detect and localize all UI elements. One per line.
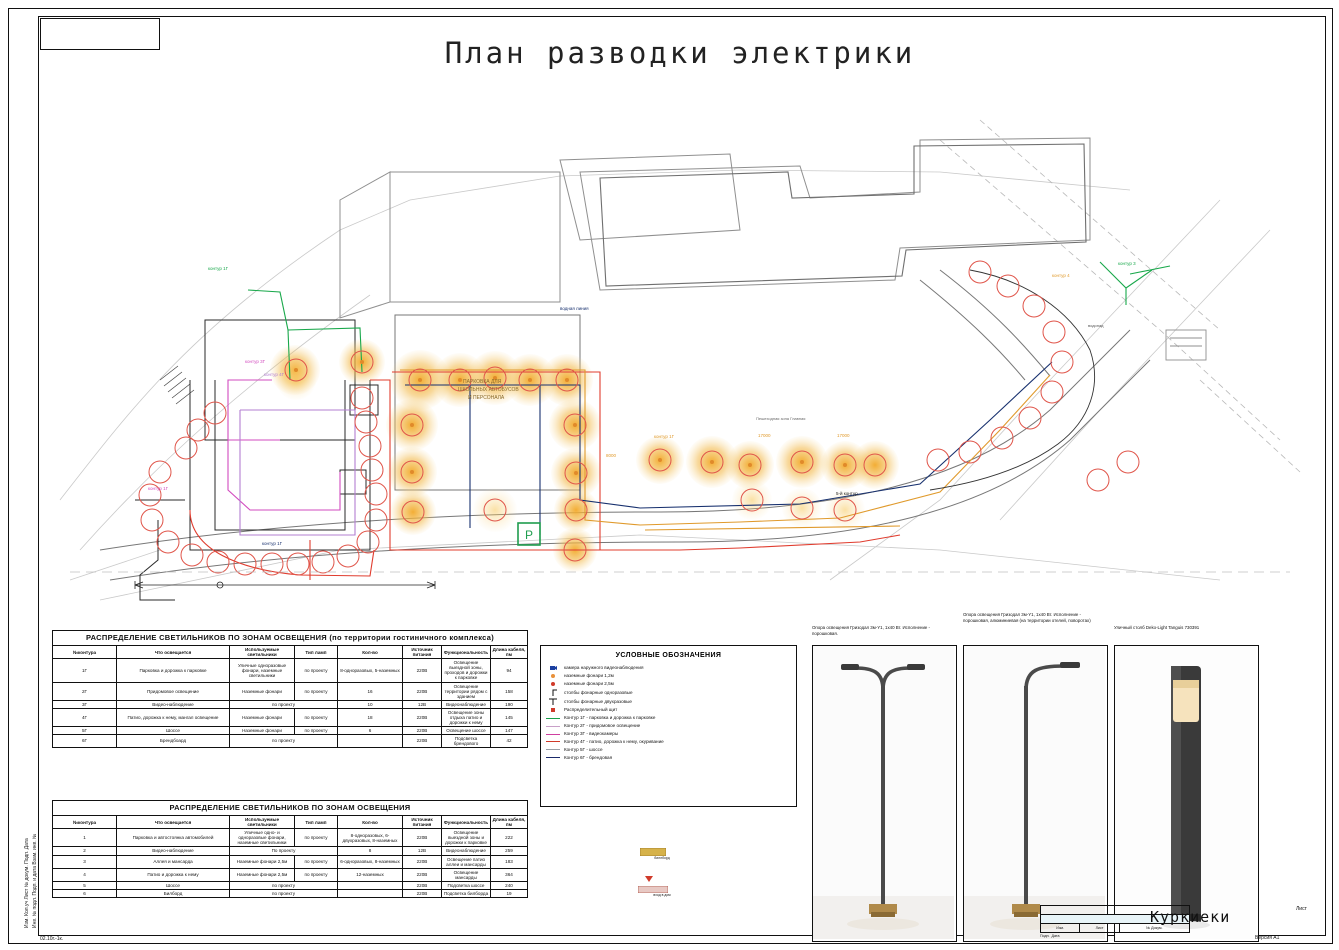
left-stamp-strip (16, 690, 39, 934)
sheet-list-label: Лист (1296, 906, 1307, 912)
legend-label: Контур 1Г - парковка и дорожка к парковке (564, 715, 656, 721)
cell: 145 (491, 708, 528, 726)
svg-text:P: P (524, 528, 534, 542)
lamp-1-2m-icon (545, 674, 561, 678)
svg-text:17000: 17000 (758, 433, 771, 438)
cell: 4Г (53, 708, 117, 726)
table-row (53, 726, 528, 734)
cell: Аллея и мансарда (117, 855, 230, 868)
cell: Придомовое освещение (117, 682, 230, 700)
cell: 1Г (53, 659, 117, 682)
cell: 183 (491, 855, 528, 868)
cell: 12В (403, 700, 442, 708)
legend-label: Контур 5Г - шоссе (564, 747, 603, 753)
cell: Освещение территории рядом с зданием (442, 682, 491, 700)
cell: Подсветка билборда (442, 889, 491, 897)
table-b-header-row (53, 816, 528, 829)
entrance-marker-icon (645, 874, 679, 882)
th-2: Используемые светильники (230, 646, 295, 659)
cell (338, 881, 403, 889)
cell: по проекту (295, 868, 338, 881)
svg-text:8000: 8000 (606, 453, 617, 458)
cell: 42 (491, 734, 528, 747)
th-5: Источник питания (403, 646, 442, 659)
svg-text:ПАРКОВКА ДЛЯ: ПАРКОВКА ДЛЯ (463, 379, 502, 385)
cell: Освещение патио аллеи и мансарды (442, 855, 491, 868)
cell: Видеонаблюдение (442, 700, 491, 708)
cell: 5 (53, 881, 117, 889)
cell: 190 (491, 700, 528, 708)
photo-3-caption: Уличный столб Deko-Light Tanguis 730391 (1114, 625, 1200, 630)
cell: 220В (403, 682, 442, 700)
svg-text:контур 4Г: контур 4Г (264, 372, 285, 377)
cell: Освещение зоны отдыха патио и дорожки к нему (442, 708, 491, 726)
th-7: Длина кабеля, пм (491, 646, 528, 659)
cell: Шоссе (117, 726, 230, 734)
cell: 16 (338, 682, 403, 700)
photo-street-pole-single (963, 645, 1108, 942)
contour-2g-line-icon (545, 726, 561, 727)
cell: 220В (403, 726, 442, 734)
legend-label: Распределительный щит (564, 707, 618, 713)
legend-item (545, 747, 792, 753)
cell: Подсветка брендового (442, 734, 491, 747)
svg-text:контур 3Г: контур 3Г (245, 359, 266, 364)
legend-item (545, 739, 792, 745)
cell: Наземные фонари (230, 726, 295, 734)
legend-label: наземные фонари 2,5м (564, 681, 614, 687)
cell: 222 (491, 829, 528, 847)
svg-text:17000: 17000 (837, 433, 850, 438)
cell: 158 (491, 682, 528, 700)
th-3: Тип ламп (295, 646, 338, 659)
svg-text:контур 4: контур 4 (1052, 273, 1070, 278)
th-1: Что освещается (117, 646, 230, 659)
cell: 12В (403, 847, 442, 855)
stamp-cell-docum: № Докум. (1119, 924, 1189, 933)
legend-item (545, 723, 792, 729)
cell: 364 (491, 868, 528, 881)
cell: Уличные одно- и одноразовые фонари, наземные светильники (230, 829, 295, 847)
entrance-sign: вход в дом (638, 886, 686, 897)
cell: Шоссе (117, 881, 230, 889)
legend-box (540, 645, 797, 807)
table-row (53, 700, 528, 708)
th-0: №контура (53, 816, 117, 829)
legend-item (545, 755, 792, 761)
contour-1g-line-icon (545, 718, 561, 719)
cell: Освещение шоссе (442, 726, 491, 734)
photo-street-pole-double (812, 645, 957, 942)
cell: 220В (403, 889, 442, 897)
legend-label: столбы фонарные одноразовые (564, 689, 633, 695)
cell: Билборд (117, 889, 230, 897)
cell: Видео-наблюдение (117, 700, 230, 708)
svg-text:контур 1Г: контур 1Г (148, 486, 169, 491)
cell: 8-одноразовых, 5-наземных (338, 659, 403, 682)
svg-text:контур 1Г: контур 1Г (262, 541, 283, 546)
left-strip-line-1: Изм. Кол.уч Лист № докум. Подп. Дата (24, 838, 30, 928)
legend-label: столбы фонарные двухразовые (564, 698, 632, 704)
legend-label: камера наружного видеонаблюдения (564, 665, 644, 671)
svg-text:контур 1Г: контур 1Г (208, 266, 229, 271)
cell: по проекту (295, 726, 338, 734)
cell: 220В (403, 708, 442, 726)
cell: Наземные фонари 2,5м (230, 855, 295, 868)
cell: 259 (491, 847, 528, 855)
table-row (53, 881, 528, 889)
left-strip-line-2: Инв. № подл. Подп. и дата Взам. инв. № (32, 833, 38, 928)
svg-text:контур 3: контур 3 (1118, 261, 1136, 266)
cell: по проекту (295, 659, 338, 682)
photo-2-caption: Опора освещения Гризодал 3м-Y1, 1х40 Вт. Исполнение - порошковая, алюминиевая (на территории отелей, поворотах) (963, 612, 1091, 623)
site-plan-map (40, 80, 1324, 620)
legend-label: Контур 3Г - видеокамеры (564, 731, 619, 737)
cell: Видеонаблюдение (442, 847, 491, 855)
table-row (53, 847, 528, 855)
th-5: Источник питания (403, 816, 442, 829)
th-3: Тип ламп (295, 816, 338, 829)
cell: Наземные фонари (230, 708, 295, 726)
cell: 220В (403, 659, 442, 682)
cell: по проекту (230, 881, 338, 889)
table-row (53, 708, 528, 726)
cell: 94 (491, 659, 528, 682)
legend-item (545, 731, 792, 737)
sheet-corner-box (40, 18, 160, 50)
svg-text:водная линия: водная линия (560, 306, 589, 311)
svg-text:5-й контур: 5-й контур (836, 491, 858, 496)
lighting-distribution-table (52, 800, 528, 898)
pole-double-icon (545, 698, 561, 705)
table-row (53, 734, 528, 747)
stamp-footer: Подп. Дата (1040, 934, 1060, 938)
cell: по проекту (295, 682, 338, 700)
cell: 6 (338, 726, 403, 734)
cell: 8 (338, 847, 403, 855)
cell: Освещение выездной зоны и дорожки к парковке (442, 829, 491, 847)
stamp-cell-list: Лист (1080, 924, 1120, 933)
svg-text:И ПЕРСОНАЛА: И ПЕРСОНАЛА (468, 395, 505, 401)
cell: 12-наземных (338, 868, 403, 881)
lamp-2-5m-icon (545, 682, 561, 686)
lighting-distribution-table-hotel (52, 630, 528, 748)
legend-label: наземные фонари 1,2м (564, 673, 614, 679)
cell: 8-одноразовых, 6-двухразовых, 8-наземных (338, 829, 403, 847)
cell: 6 (53, 889, 117, 897)
project-brand: Куркиеки (1150, 908, 1231, 926)
cell: Наземные фонари (230, 682, 295, 700)
cell: по проекту (230, 700, 338, 708)
cell: 10 (338, 700, 403, 708)
cell: 4 (53, 868, 117, 881)
th-6: Функциональность (442, 646, 491, 659)
cell: 3 (53, 855, 117, 868)
cell: по проекту (230, 734, 338, 747)
legend-item (545, 673, 792, 679)
scale-label: 02.10г.-1к. (40, 936, 64, 942)
cell: 3Г (53, 700, 117, 708)
page-title: План разводки электрики (444, 36, 916, 70)
billboard-symbol: биллборд (640, 848, 684, 860)
cell: Парковка и автостоянка автомобилей (117, 829, 230, 847)
legend-item (545, 715, 792, 721)
cell: 220В (403, 855, 442, 868)
table-row (53, 855, 528, 868)
camera-icon (545, 665, 561, 671)
legend-label: Контур 2Г - придомовое освещение (564, 723, 641, 729)
cell: Освещение мансарды (442, 868, 491, 881)
legend-item (545, 707, 792, 713)
table-row (53, 889, 528, 897)
th-4: Кол-во (338, 816, 403, 829)
table-a-header-row (53, 646, 528, 659)
cell: по проекту (295, 708, 338, 726)
cell: 2 (53, 847, 117, 855)
cell: Патио, дорожка к нему, мангал освещение (117, 708, 230, 726)
cell: 6-одноразовых, 8-наземных (338, 855, 403, 868)
cell: Уличные одноразовые фонари, наземные светильники (230, 659, 295, 682)
legend-label: Контур 6Г - брендовая (564, 754, 613, 760)
cell: по проекту (295, 829, 338, 847)
cell: 1 (53, 829, 117, 847)
cell: 147 (491, 726, 528, 734)
cell: 220В (403, 881, 442, 889)
contour-5g-line-icon (545, 749, 561, 750)
cell: 2Г (53, 682, 117, 700)
table-row (53, 682, 528, 700)
legend-item (545, 681, 792, 687)
cell: Видео-наблюдение (117, 847, 230, 855)
cell: 18 (338, 708, 403, 726)
table-row (53, 829, 528, 847)
cell: Освещение выездной зоны, проходов и дорожки к парковке (442, 659, 491, 682)
th-0: №контура (53, 646, 117, 659)
contour-4g-line-icon (545, 741, 561, 742)
cell: 220В (403, 868, 442, 881)
cell: 19 (491, 889, 528, 897)
th-2: Используемые светильники (230, 816, 295, 829)
th-4: Кол-во (338, 646, 403, 659)
legend-item (545, 665, 792, 671)
cell (338, 889, 403, 897)
legend-label: Контур 4Г - патио, дорожка к нему, окуривание (564, 739, 664, 745)
th-6: Функциональность (442, 816, 491, 829)
svg-text:водопад: водопад (1088, 323, 1104, 328)
legend-item (545, 698, 792, 705)
contour-6g-line-icon (545, 757, 561, 758)
table-row (53, 659, 528, 682)
pole-single-icon (545, 689, 561, 696)
cell: Патио и дорожка к нему (117, 868, 230, 881)
legend-item (545, 689, 792, 696)
distribution-panel-icon (545, 708, 561, 712)
th-7: Длина кабеля, пм (491, 816, 528, 829)
th-1: Что освещается (117, 816, 230, 829)
stamp-cell-izm: Изм. (1041, 924, 1080, 933)
svg-text:ШКОЛЬНЫХ АВТОБУСОВ: ШКОЛЬНЫХ АВТОБУСОВ (458, 387, 519, 393)
cell: Подсветка шоссе (442, 881, 491, 889)
cell: 6Г (53, 734, 117, 747)
table-row (53, 868, 528, 881)
legend-title: УСЛОВНЫЕ ОБОЗНАЧЕНИЯ (615, 652, 722, 659)
table-a-caption: РАСПРЕДЕЛЕНИЕ СВЕТИЛЬНИКОВ ПО ЗОНАМ ОСВЕЩЕНИЯ (по территории гостиничного комплекса) (53, 631, 528, 646)
site-plan-svg (40, 80, 1324, 620)
cell: Наземные фонари 2,5м (230, 868, 295, 881)
cell: Брендбоард (117, 734, 230, 747)
cell: 220В (403, 829, 442, 847)
cell: по проекту (230, 889, 338, 897)
cell: По проекту (230, 847, 338, 855)
cell: 220В (403, 734, 442, 747)
photo-1-caption: Опора освещения Гризодал 3м-Y1, 1х40 Вт. Исполнение - порошковая. (812, 625, 931, 636)
svg-text:Пешеходная зона Главная: Пешеходная зона Главная (756, 416, 806, 421)
parking-sign (518, 523, 540, 545)
cell: 5Г (53, 726, 117, 734)
svg-text:контур 1Г: контур 1Г (654, 434, 675, 439)
contour-3g-line-icon (545, 734, 561, 735)
cell (338, 734, 403, 747)
cell: по проекту (295, 855, 338, 868)
photo-bollard (1114, 645, 1259, 942)
cell: 240 (491, 881, 528, 889)
cell: Парковка и дорожка к парковке (117, 659, 230, 682)
version-label: Версия А1 (1255, 935, 1280, 941)
table-b-caption: РАСПРЕДЕЛЕНИЕ СВЕТИЛЬНИКОВ ПО ЗОНАМ ОСВЕЩЕНИЯ (53, 801, 528, 816)
